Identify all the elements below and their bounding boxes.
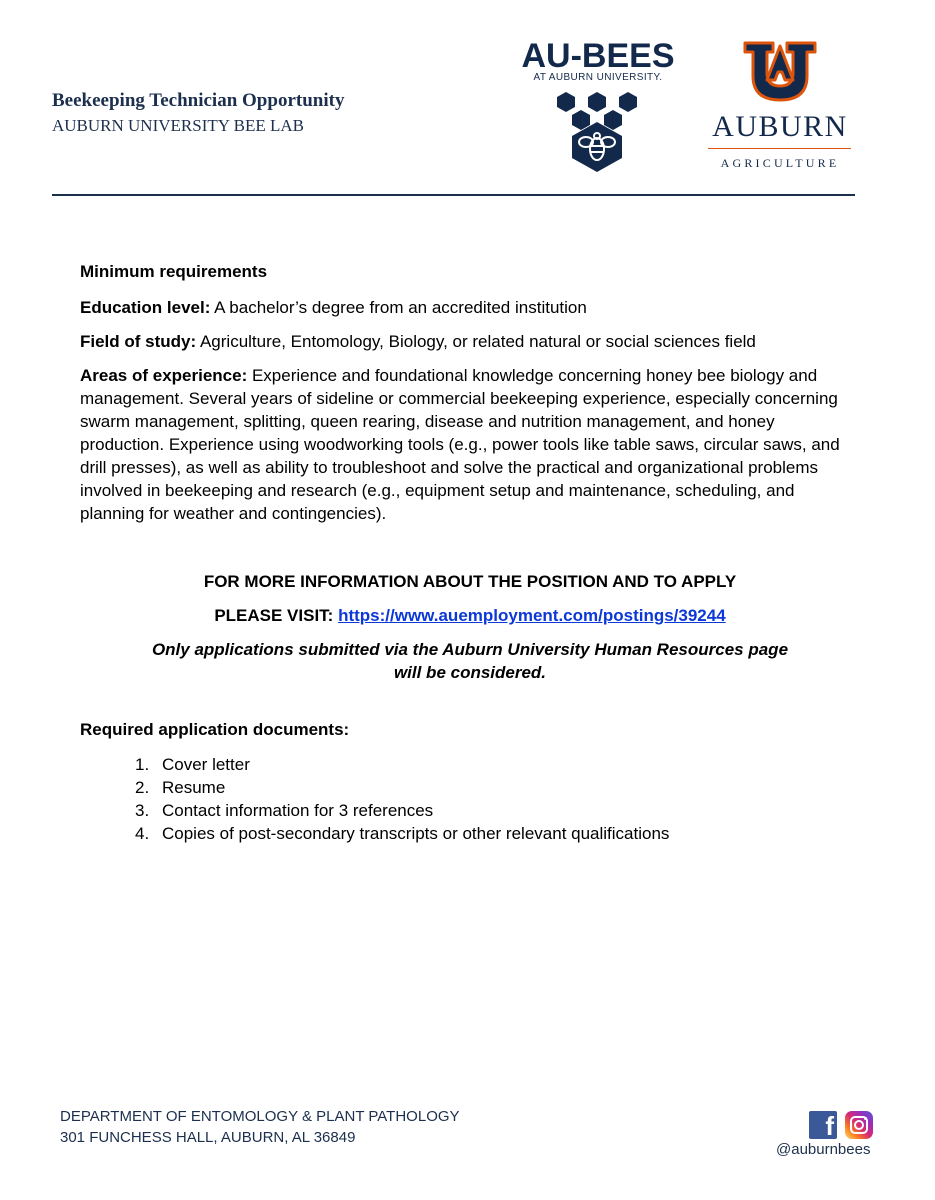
documents-heading: Required application documents: (80, 720, 350, 739)
visit-label: PLEASE VISIT: (214, 606, 339, 625)
footer-address: 301 FUNCHESS HALL, AUBURN, AL 36849 (60, 1129, 356, 1146)
documents-list (135, 753, 669, 845)
requirements-heading: Minimum requirements (80, 262, 268, 281)
footer-department: DEPARTMENT OF ENTOMOLOGY & PLANT PATHOLOGY (60, 1108, 460, 1125)
list-item-text: Contact information for 3 references (162, 801, 434, 820)
aubees-logo-subtext: AT AUBURN UNIVERSITY. (533, 72, 663, 83)
application-note (80, 638, 860, 684)
list-item-text: Cover letter (162, 755, 250, 774)
education-label: Education level: (80, 298, 211, 317)
list-item (135, 753, 669, 776)
header-divider (52, 194, 855, 196)
auburn-logo-divider (708, 148, 851, 149)
education-value: A bachelor’s degree from an accredited institution (210, 298, 587, 317)
list-item-text: Resume (162, 778, 226, 797)
experience-label: Areas of experience: (80, 366, 248, 385)
application-note-line-1: Only applications submitted via the Auburn University Human Resources page (151, 640, 789, 659)
facebook-icon[interactable]: f (809, 1111, 837, 1139)
field-of-study-requirement (80, 330, 756, 353)
instagram-dot (864, 1117, 867, 1120)
list-item-number: 2. (135, 778, 150, 797)
list-item (135, 776, 669, 799)
apply-visit-line (80, 604, 860, 627)
social-handle[interactable]: @auburnbees (776, 1141, 871, 1158)
list-item-text: Copies of post-secondary transcripts or other relevant qualifications (162, 824, 670, 843)
auburn-division: AGRICULTURE (720, 156, 840, 170)
list-item-number: 4. (135, 824, 150, 843)
application-link[interactable]: https://www.auemployment.com/postings/39244 (338, 606, 726, 625)
education-requirement (80, 296, 587, 319)
apply-info-heading: FOR MORE INFORMATION ABOUT THE POSITION AND TO APPLY (203, 572, 737, 591)
page-title: Beekeeping Technician Opportunity (52, 90, 345, 111)
lab-name: AUBURN UNIVERSITY BEE LAB (52, 116, 305, 135)
list-item (135, 822, 669, 845)
field-label: Field of study: (80, 332, 197, 351)
list-item-number: 3. (135, 801, 150, 820)
instagram-icon[interactable] (845, 1111, 873, 1139)
instagram-lens (854, 1120, 864, 1130)
honeycomb-bee-logo-icon (552, 92, 642, 172)
application-note-line-2: will be considered. (393, 663, 547, 682)
auburn-au-logo-icon (735, 38, 825, 108)
aubees-logo-text: AU-BEES (521, 37, 675, 75)
list-item-number: 1. (135, 755, 150, 774)
experience-requirement (80, 364, 860, 525)
experience-value: Experience and foundational knowledge concerning honey bee biology and management. Several years of sideline or commercial beekeeping experience, especially concerning swarm management, splitting, queen rearing, disease and nutrition management, and honey production. Experience using woodworking tools (e.g., power tools like table saws, circular saws, and drill presses), as well as ability to troubleshoot and solve the practical and organizational problems involved in beekeeping and research (e.g., equipment setup and maintenance, scheduling, and planning for weather and contingencies). (80, 366, 840, 523)
list-item (135, 799, 669, 822)
field-value: Agriculture, Entomology, Biology, or related natural or social sciences field (196, 332, 756, 351)
auburn-wordmark: AUBURN (712, 110, 848, 143)
